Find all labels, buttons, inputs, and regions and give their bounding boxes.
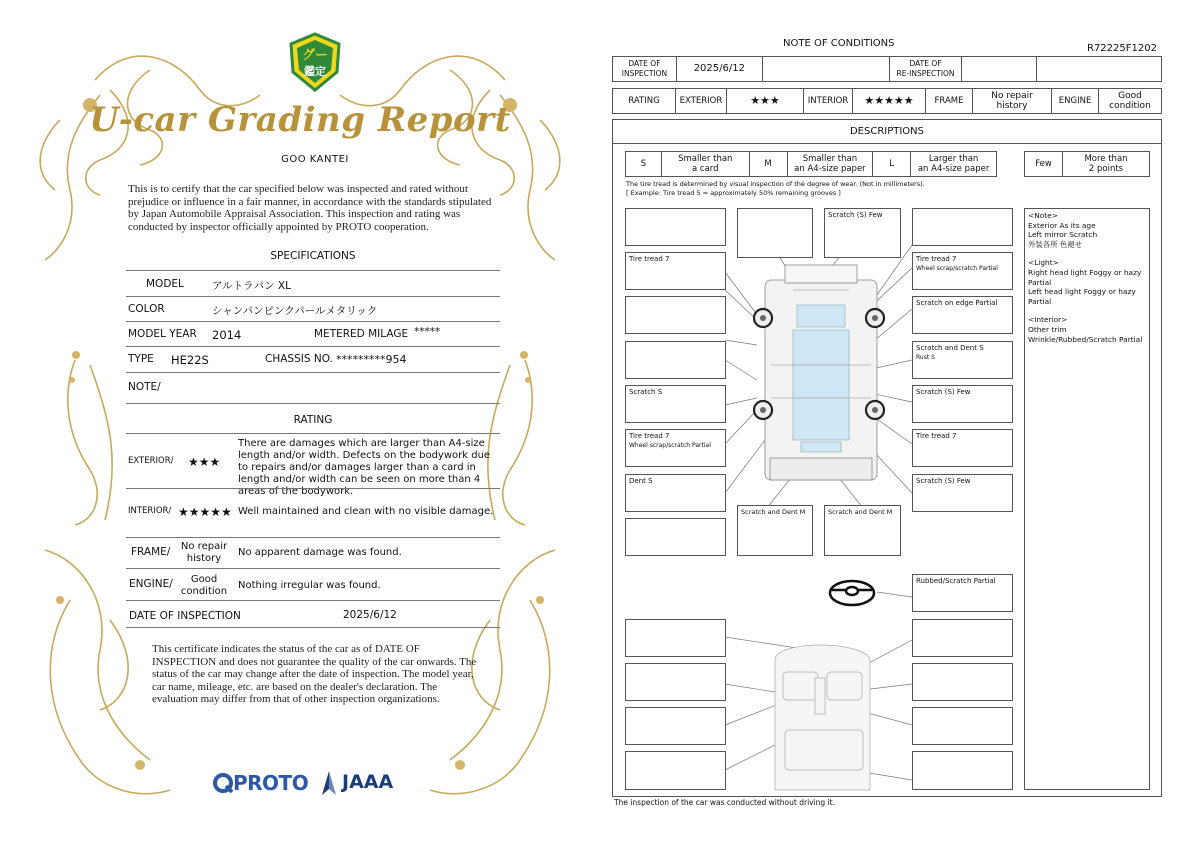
condition-text: Wheel scrap/scratch Partial — [916, 265, 998, 272]
interior-stars: ★★★★★ — [178, 505, 232, 519]
rating-heading: RATING — [293, 414, 333, 426]
jaaa-logo: JAAA — [342, 771, 394, 793]
condition-box-left-front-tire: Tire tread 7 — [625, 252, 726, 290]
condition-box-right-scratch-dent — [912, 341, 1013, 379]
date-of-inspection-value: 2025/6/12 — [676, 57, 762, 82]
condition-box-left-scratch: Scratch S — [625, 385, 726, 423]
condition-box-steering: Rubbed/Scratch Partial — [912, 574, 1013, 612]
condition-box-empty — [737, 208, 813, 258]
frame-label: FRAME/ — [131, 546, 171, 558]
report-code: R72225F1202 — [1087, 43, 1157, 54]
light-heading: <Light> — [1028, 258, 1059, 268]
divider — [126, 600, 500, 601]
frame-label: FRAME — [926, 89, 973, 114]
divider — [126, 321, 500, 322]
certificate-disclaimer: This certificate indicates the status of the car as of DATE OF INSPECTION and does not guarantee the quality of the car onwards. The status of the car may change after the date of inspection. The model year, car name, mileage, etc. are based on the dealer's declaration. The evaluation may differ from that of other inspection organizations. — [152, 643, 477, 705]
tire-tread-note-line: [ Example: Tire tread 5 = approximately 50% remaining grooves ] — [626, 189, 841, 197]
engine-label: ENGINE — [1052, 89, 1099, 114]
legend-few: Few — [1025, 152, 1063, 177]
divider — [126, 346, 500, 347]
rating-label: RATING — [613, 89, 676, 114]
notes-panel — [1024, 208, 1150, 790]
condition-box-empty — [625, 663, 726, 701]
divider — [126, 433, 500, 434]
frame-description: No apparent damage was found. — [238, 547, 402, 558]
condition-box-left-dent: Dent S — [625, 474, 726, 512]
note-of-conditions — [605, 0, 1200, 848]
steering-wheel-icon — [830, 581, 874, 605]
engine-description: Nothing irregular was found. — [238, 580, 381, 591]
frame-value-line: No repair — [991, 91, 1033, 101]
legend-text-line: an A4-size paper — [794, 164, 866, 174]
legend-text-line: Smaller than — [678, 154, 733, 164]
interior-stars: ★★★★★ — [852, 89, 925, 114]
legend-text-line: Smaller than — [802, 154, 858, 164]
engine-value-line: Good — [190, 574, 218, 585]
jaaa-logo-icon — [318, 769, 340, 797]
note-line: Exterior As its age — [1028, 220, 1096, 230]
condition-text: Tire tread 7 — [916, 255, 957, 263]
interior-heading: <Interior> — [1028, 315, 1068, 325]
engine-label: ENGINE/ — [129, 578, 173, 590]
frame-value-line: history — [186, 553, 222, 564]
condition-box-right-edge: Scratch on edge Partial — [912, 296, 1013, 334]
frame-value-line: No repair — [180, 541, 228, 552]
note-of-conditions-title: NOTE OF CONDITIONS — [783, 38, 895, 49]
report-title: U-car Grading Report — [89, 100, 511, 140]
condition-box-empty — [625, 518, 726, 556]
condition-box-empty — [912, 707, 1013, 745]
condition-box-empty — [625, 208, 726, 246]
condition-box-empty — [625, 296, 726, 334]
notes-heading: <Note> — [1028, 211, 1058, 220]
exterior-stars: ★★★ — [726, 89, 803, 114]
legend-text-line: More than — [1084, 154, 1128, 164]
note-line: 外装各所 色褪せ — [1028, 239, 1083, 249]
divider — [126, 296, 500, 297]
note-label: NOTE/ — [128, 381, 161, 393]
condition-box-right-scratch-few: Scratch (S) Few — [912, 385, 1013, 423]
condition-box-rear-right: Scratch and Dent M — [824, 505, 901, 556]
date-of-inspection-label: DATE OF — [628, 59, 661, 68]
frame-value — [174, 541, 234, 565]
condition-box-empty — [912, 663, 1013, 701]
exterior-description: There are damages which are larger than A4-size length and/or width. Defects on the bodywork due to repairs and/or damages larger than a card in length and/or width can be seen on more than 4 areas of the bodywork. — [238, 438, 491, 497]
type-value: HE22S — [171, 353, 209, 367]
condition-box-empty — [912, 619, 1013, 657]
exterior-label: EXTERIOR/ — [128, 456, 174, 466]
certification-intro: This is to certify that the car specified below was inspected and rated without prejudice or influence in a fair manner, in accordance with the standards stipulated by Japan Automobile Appraisal Association. This inspection and rating was conducted by inspector officially appointed by PROTO cooperation. — [128, 183, 492, 233]
divider — [126, 403, 500, 404]
model-label: MODEL — [146, 278, 184, 290]
condition-text: Wheel scrap/scratch Partial — [629, 442, 711, 449]
condition-box-empty — [912, 208, 1013, 246]
condition-box-empty — [625, 707, 726, 745]
condition-box-left-rear-tire — [625, 429, 726, 467]
condition-box-top-center: Scratch (S) Few — [824, 208, 901, 258]
type-label: TYPE — [128, 353, 154, 365]
condition-box-empty — [625, 341, 726, 379]
interior-label: INTERIOR/ — [128, 506, 172, 516]
date-of-inspection-label: DATE OF INSPECTION — [129, 610, 241, 622]
driving-disclaimer: The inspection of the car was conducted without driving it. — [614, 798, 835, 807]
metered-milage-value: ***** — [414, 326, 441, 338]
engine-value-line: condition — [1109, 101, 1151, 111]
legend-text-line: Larger than — [928, 154, 979, 164]
color-label: COLOR — [128, 303, 165, 315]
proto-logo-icon — [212, 772, 234, 794]
divider — [126, 372, 500, 373]
condition-box-right-front-tire — [912, 252, 1013, 290]
chassis-label: CHASSIS NO. — [265, 353, 333, 365]
date-of-inspection-label: INSPECTION — [621, 69, 668, 78]
legend-l: L — [873, 152, 911, 177]
divider — [126, 537, 500, 538]
frame-value-line: history — [996, 101, 1028, 111]
legend-text-line: an A4-size paper — [917, 164, 990, 174]
legend-s: S — [626, 152, 662, 177]
note-line: Right head light Foggy or hazy Partial — [1028, 267, 1142, 287]
divider — [126, 627, 500, 628]
exterior-label: EXTERIOR — [676, 89, 727, 114]
chassis-value: *********954 — [336, 353, 407, 366]
note-line: Left mirror Scratch — [1028, 230, 1098, 240]
goo-kantei-label: GOO KANTEI — [281, 154, 349, 165]
condition-box-right-scratch-few-2: Scratch (S) Few — [912, 474, 1013, 512]
condition-text: Tire tread 7 — [629, 432, 670, 440]
interior-label: INTERIOR — [804, 89, 853, 114]
condition-box-right-rear-tire: Tire tread 7 — [912, 429, 1013, 467]
model-value: アルトラパン XL — [212, 280, 291, 292]
engine-value-line: condition — [180, 586, 228, 597]
specifications-heading: SPECIFICATIONS — [270, 250, 356, 262]
condition-text: Rust S — [916, 354, 935, 361]
legend-text-line: 2 points — [1088, 164, 1124, 174]
condition-box-rear-left: Scratch and Dent M — [737, 505, 813, 556]
model-year-value: 2014 — [212, 328, 242, 342]
note-line: Other trim — [1028, 324, 1067, 334]
condition-box-empty — [912, 751, 1013, 790]
proto-logo: PROTO — [233, 771, 309, 795]
note-line: Wrinkle/Rubbed/Scratch Partial — [1028, 334, 1143, 344]
legend-text-line: a card — [691, 164, 719, 174]
descriptions-heading: DESCRIPTIONS — [612, 119, 1162, 144]
interior-description: Well maintained and clean with no visible damage. — [238, 506, 494, 517]
color-value: シャンパンピンクパールメタリック — [212, 305, 378, 317]
condition-text: Scratch and Dent S — [916, 344, 984, 352]
metered-milage-label: METERED MILAGE — [314, 328, 409, 340]
condition-box-empty — [625, 619, 726, 657]
exterior-stars: ★★★ — [188, 455, 221, 469]
divider — [126, 568, 500, 569]
divider — [126, 488, 500, 489]
divider — [126, 270, 500, 271]
condition-box-empty — [625, 751, 726, 790]
date-of-inspection-value: 2025/6/12 — [343, 609, 397, 621]
model-year-label: MODEL YEAR — [128, 328, 197, 340]
engine-value-line: Good — [1118, 91, 1142, 101]
engine-value — [174, 574, 234, 598]
date-of-reinspection-label: RE-INSPECTION — [896, 69, 955, 78]
legend-m: M — [749, 152, 787, 177]
note-line: Left head light Foggy or hazy Partial — [1028, 287, 1136, 306]
badge-text-kantei: 鑑定 — [304, 65, 326, 78]
tire-tread-note-line: The tire tread is determined by visual inspection of the degree of wear. (Not in millimeters). — [626, 180, 925, 188]
badge-text-goo: グー — [301, 48, 329, 63]
date-of-reinspection-label: DATE OF — [909, 59, 942, 68]
goo-kantei-badge-icon — [287, 32, 343, 92]
